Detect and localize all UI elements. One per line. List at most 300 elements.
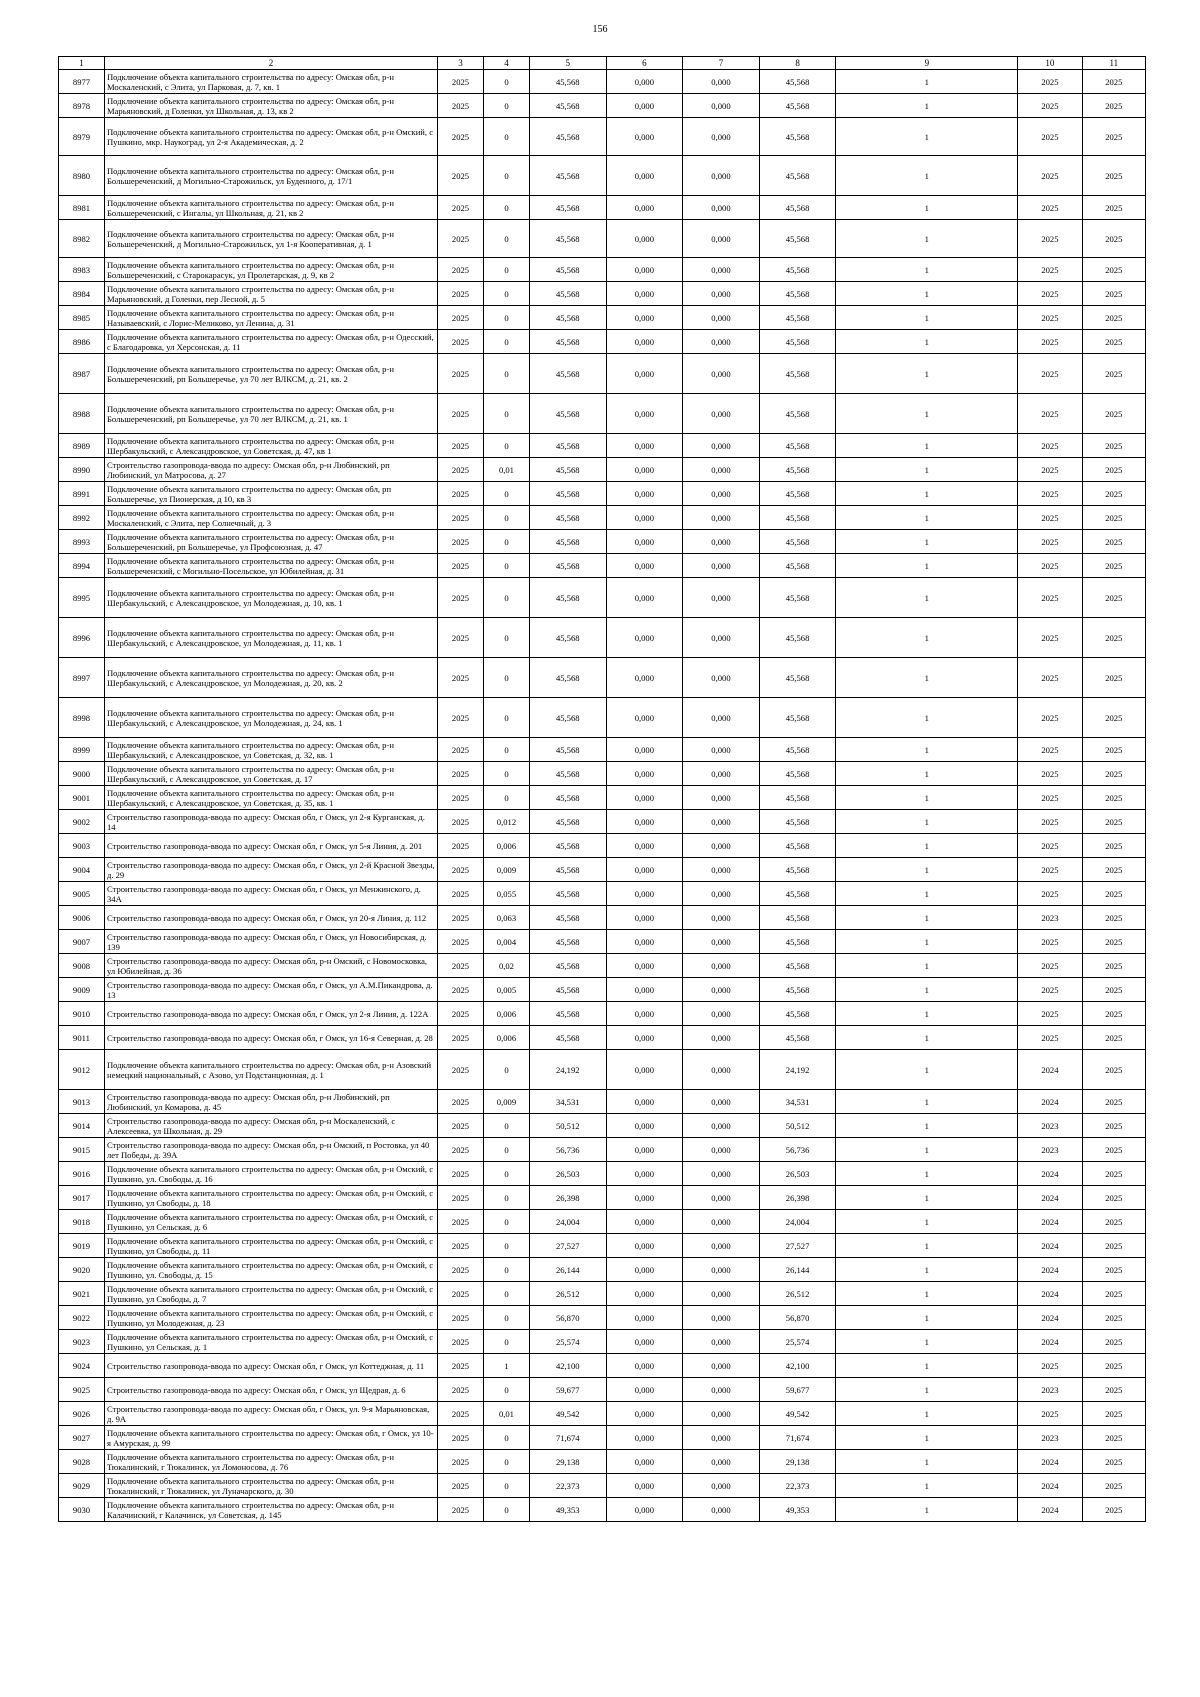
table-row	[59, 94, 1146, 118]
column-header: 1	[59, 57, 105, 70]
row-cell-c4: 0	[483, 738, 529, 762]
row-cell-c9: 1	[836, 618, 1018, 658]
row-number: 9004	[59, 858, 105, 882]
row-description: Строительство газопровода-ввода по адресу: Омская обл, г Омск, ул 2-я Линия, д. 122А	[104, 1002, 437, 1026]
row-number: 8987	[59, 354, 105, 394]
row-cell-c8: 71,674	[759, 1426, 836, 1450]
row-cell-c7: 0,000	[683, 530, 760, 554]
row-cell-c5: 45,568	[529, 196, 606, 220]
row-cell-c7: 0,000	[683, 70, 760, 94]
row-cell-c9: 1	[836, 858, 1018, 882]
row-cell-c10: 2023	[1018, 1114, 1082, 1138]
row-cell-c6: 0,000	[606, 1378, 683, 1402]
table-row	[59, 954, 1146, 978]
row-cell-c6: 0,000	[606, 698, 683, 738]
row-cell-c6: 0,000	[606, 762, 683, 786]
table-row	[59, 858, 1146, 882]
row-cell-c7: 0,000	[683, 1026, 760, 1050]
row-cell-c5: 27,527	[529, 1234, 606, 1258]
table-row	[59, 762, 1146, 786]
row-number: 8980	[59, 156, 105, 196]
row-cell-c10: 2023	[1018, 1426, 1082, 1450]
row-cell-c6: 0,000	[606, 954, 683, 978]
table-row	[59, 394, 1146, 434]
row-cell-c6: 0,000	[606, 882, 683, 906]
row-description: Строительство газопровода-ввода по адресу: Омская обл, р-н Любинский, рп Любинский, ул Комарова, д. 45	[104, 1090, 437, 1114]
table-row	[59, 978, 1146, 1002]
row-cell-c6: 0,000	[606, 156, 683, 196]
row-cell-c4: 0,009	[483, 1090, 529, 1114]
table-row	[59, 698, 1146, 738]
row-cell-c6: 0,000	[606, 258, 683, 282]
row-description: Подключение объекта капитального строительства по адресу: Омская обл, р-н Большереченский, с Могильно-Посельское, ул Юбилейная, д. 31	[104, 554, 437, 578]
table-row	[59, 786, 1146, 810]
row-cell-c7: 0,000	[683, 354, 760, 394]
row-cell-c6: 0,000	[606, 858, 683, 882]
row-cell-c7: 0,000	[683, 578, 760, 618]
row-cell-c11: 2025	[1082, 1282, 1145, 1306]
row-cell-c3: 2025	[438, 156, 484, 196]
row-cell-c5: 71,674	[529, 1426, 606, 1450]
row-cell-c11: 2025	[1082, 458, 1145, 482]
table-row	[59, 1402, 1146, 1426]
row-cell-c5: 26,398	[529, 1186, 606, 1210]
row-number: 8996	[59, 618, 105, 658]
row-number: 9005	[59, 882, 105, 906]
column-header: 2	[104, 57, 437, 70]
table-row	[59, 578, 1146, 618]
row-cell-c8: 45,568	[759, 698, 836, 738]
row-cell-c3: 2025	[438, 1090, 484, 1114]
row-number: 9008	[59, 954, 105, 978]
row-cell-c10: 2024	[1018, 1162, 1082, 1186]
row-cell-c11: 2025	[1082, 1050, 1145, 1090]
row-cell-c7: 0,000	[683, 506, 760, 530]
row-cell-c9: 1	[836, 1282, 1018, 1306]
row-cell-c11: 2025	[1082, 94, 1145, 118]
row-cell-c3: 2025	[438, 1378, 484, 1402]
row-cell-c8: 22,373	[759, 1474, 836, 1498]
row-cell-c9: 1	[836, 1258, 1018, 1282]
row-cell-c10: 2025	[1018, 282, 1082, 306]
row-cell-c10: 2025	[1018, 658, 1082, 698]
table-row	[59, 1138, 1146, 1162]
row-description: Подключение объекта капитального строительства по адресу: Омская обл, р-н Москаленский, с Элита, ул Парковая, д. 7, кв. 1	[104, 70, 437, 94]
row-cell-c5: 45,568	[529, 94, 606, 118]
row-cell-c3: 2025	[438, 118, 484, 156]
row-cell-c8: 45,568	[759, 94, 836, 118]
row-cell-c3: 2025	[438, 1050, 484, 1090]
row-cell-c7: 0,000	[683, 282, 760, 306]
row-cell-c9: 1	[836, 434, 1018, 458]
row-cell-c9: 1	[836, 658, 1018, 698]
row-cell-c3: 2025	[438, 458, 484, 482]
row-number: 8997	[59, 658, 105, 698]
row-cell-c7: 0,000	[683, 1186, 760, 1210]
row-description: Подключение объекта капитального строительства по адресу: Омская обл, р-н Омский, с Пушкино, ул Свободы, д. 7	[104, 1282, 437, 1306]
row-cell-c3: 2025	[438, 434, 484, 458]
table-row	[59, 306, 1146, 330]
row-cell-c4: 0	[483, 70, 529, 94]
row-cell-c5: 45,568	[529, 554, 606, 578]
table-row	[59, 156, 1146, 196]
row-cell-c10: 2025	[1018, 762, 1082, 786]
row-number: 9028	[59, 1450, 105, 1474]
row-cell-c6: 0,000	[606, 834, 683, 858]
row-description: Подключение объекта капитального строительства по адресу: Омская обл, р-н Омский, с Пушкино, мкр. Наукоград, ул 2-я Академическая, д. 2	[104, 118, 437, 156]
row-cell-c5: 45,568	[529, 118, 606, 156]
table-row	[59, 1002, 1146, 1026]
row-cell-c5: 45,568	[529, 834, 606, 858]
row-cell-c4: 0	[483, 786, 529, 810]
row-cell-c8: 34,531	[759, 1090, 836, 1114]
row-cell-c4: 1	[483, 1354, 529, 1378]
row-cell-c11: 2025	[1082, 118, 1145, 156]
row-cell-c9: 1	[836, 930, 1018, 954]
row-cell-c9: 1	[836, 810, 1018, 834]
row-description: Подключение объекта капитального строительства по адресу: Омская обл, р-н Шербакульский, с Александровское, ул Советская, д. 17	[104, 762, 437, 786]
row-cell-c9: 1	[836, 1378, 1018, 1402]
table-row	[59, 618, 1146, 658]
row-cell-c8: 45,568	[759, 306, 836, 330]
row-number: 8981	[59, 196, 105, 220]
row-description: Подключение объекта капитального строительства по адресу: Омская обл, р-н Большереченский, с Ингалы, ул Школьная, д. 21, кв 2	[104, 196, 437, 220]
table-row	[59, 196, 1146, 220]
row-description: Строительство газопровода-ввода по адресу: Омская обл, г Омск, ул 5-я Линия, д. 201	[104, 834, 437, 858]
row-cell-c9: 1	[836, 554, 1018, 578]
row-number: 8985	[59, 306, 105, 330]
row-cell-c4: 0,004	[483, 930, 529, 954]
row-cell-c9: 1	[836, 1354, 1018, 1378]
row-cell-c11: 2025	[1082, 220, 1145, 258]
row-description: Строительство газопровода-ввода по адресу: Омская обл, г Омск, ул. 9-я Марьяновская, д. 9А	[104, 1402, 437, 1426]
row-cell-c11: 2025	[1082, 554, 1145, 578]
row-cell-c4: 0	[483, 1378, 529, 1402]
row-cell-c7: 0,000	[683, 698, 760, 738]
row-cell-c10: 2025	[1018, 330, 1082, 354]
row-cell-c4: 0	[483, 118, 529, 156]
row-cell-c3: 2025	[438, 394, 484, 434]
row-number: 9014	[59, 1114, 105, 1138]
row-cell-c11: 2025	[1082, 306, 1145, 330]
row-description: Подключение объекта капитального строительства по адресу: Омская обл, р-н Большереченский, рп Большеречье, ул 70 лет ВЛКСМ, д. 21, кв. 2	[104, 354, 437, 394]
row-cell-c4: 0,055	[483, 882, 529, 906]
row-cell-c6: 0,000	[606, 330, 683, 354]
row-cell-c9: 1	[836, 1474, 1018, 1498]
row-cell-c8: 45,568	[759, 506, 836, 530]
table-row	[59, 1426, 1146, 1450]
row-cell-c5: 45,568	[529, 858, 606, 882]
row-cell-c9: 1	[836, 762, 1018, 786]
row-cell-c3: 2025	[438, 762, 484, 786]
row-cell-c8: 45,568	[759, 834, 836, 858]
row-cell-c6: 0,000	[606, 1210, 683, 1234]
table-row	[59, 506, 1146, 530]
row-cell-c8: 45,568	[759, 434, 836, 458]
row-number: 9017	[59, 1186, 105, 1210]
row-cell-c7: 0,000	[683, 554, 760, 578]
row-cell-c9: 1	[836, 196, 1018, 220]
row-cell-c10: 2025	[1018, 258, 1082, 282]
row-cell-c10: 2025	[1018, 118, 1082, 156]
row-cell-c4: 0	[483, 1162, 529, 1186]
row-cell-c5: 45,568	[529, 70, 606, 94]
row-cell-c11: 2025	[1082, 434, 1145, 458]
row-cell-c3: 2025	[438, 482, 484, 506]
row-number: 8991	[59, 482, 105, 506]
row-cell-c7: 0,000	[683, 434, 760, 458]
row-cell-c5: 45,568	[529, 354, 606, 394]
row-cell-c5: 45,568	[529, 698, 606, 738]
table-row	[59, 1234, 1146, 1258]
row-cell-c8: 26,398	[759, 1186, 836, 1210]
row-cell-c8: 45,568	[759, 762, 836, 786]
row-cell-c5: 49,542	[529, 1402, 606, 1426]
row-cell-c3: 2025	[438, 618, 484, 658]
row-cell-c10: 2025	[1018, 698, 1082, 738]
row-cell-c6: 0,000	[606, 506, 683, 530]
row-description: Подключение объекта капитального строительства по адресу: Омская обл, р-н Азовский немецкий национальный, с Азово, ул Подстанционная, д. 1	[104, 1050, 437, 1090]
row-cell-c8: 45,568	[759, 906, 836, 930]
row-number: 9029	[59, 1474, 105, 1498]
row-cell-c8: 49,353	[759, 1498, 836, 1522]
row-cell-c5: 26,503	[529, 1162, 606, 1186]
row-cell-c3: 2025	[438, 978, 484, 1002]
row-cell-c4: 0,012	[483, 810, 529, 834]
column-header: 4	[483, 57, 529, 70]
table-row	[59, 118, 1146, 156]
row-cell-c10: 2024	[1018, 1210, 1082, 1234]
row-cell-c7: 0,000	[683, 196, 760, 220]
row-cell-c4: 0	[483, 156, 529, 196]
row-cell-c9: 1	[836, 954, 1018, 978]
row-cell-c9: 1	[836, 530, 1018, 554]
row-cell-c11: 2025	[1082, 1378, 1145, 1402]
row-cell-c11: 2025	[1082, 1186, 1145, 1210]
row-cell-c10: 2024	[1018, 1282, 1082, 1306]
row-cell-c6: 0,000	[606, 306, 683, 330]
row-cell-c5: 45,568	[529, 1026, 606, 1050]
row-cell-c11: 2025	[1082, 1498, 1145, 1522]
row-cell-c11: 2025	[1082, 618, 1145, 658]
row-cell-c5: 45,568	[529, 458, 606, 482]
row-cell-c6: 0,000	[606, 1306, 683, 1330]
row-cell-c3: 2025	[438, 70, 484, 94]
row-cell-c10: 2025	[1018, 306, 1082, 330]
row-cell-c5: 45,568	[529, 258, 606, 282]
row-cell-c11: 2025	[1082, 834, 1145, 858]
row-number: 9016	[59, 1162, 105, 1186]
row-cell-c11: 2025	[1082, 906, 1145, 930]
row-cell-c8: 59,677	[759, 1378, 836, 1402]
row-cell-c6: 0,000	[606, 196, 683, 220]
row-cell-c9: 1	[836, 506, 1018, 530]
row-cell-c6: 0,000	[606, 1354, 683, 1378]
row-description: Подключение объекта капитального строительства по адресу: Омская обл, р-н Большереченский, рп Большеречье, ул 70 лет ВЛКСМ, д. 21, кв. 1	[104, 394, 437, 434]
row-cell-c10: 2025	[1018, 220, 1082, 258]
registry-table	[58, 56, 1146, 1522]
row-description: Подключение объекта капитального строительства по адресу: Омская обл, р-н Большереченский, рп Большеречье, ул Профсоюзная, д. 47	[104, 530, 437, 554]
table-row	[59, 330, 1146, 354]
table-row	[59, 834, 1146, 858]
row-number: 9019	[59, 1234, 105, 1258]
row-description: Подключение объекта капитального строительства по адресу: Омская обл, р-н Омский, с Пушкино, ул Сельская, д. 1	[104, 1330, 437, 1354]
row-cell-c10: 2025	[1018, 394, 1082, 434]
row-description: Подключение объекта капитального строительства по адресу: Омская обл, р-н Тюкалинский, г Тюкалинск, ул Луначарского, д. 30	[104, 1474, 437, 1498]
row-cell-c7: 0,000	[683, 330, 760, 354]
row-cell-c3: 2025	[438, 196, 484, 220]
row-cell-c4: 0	[483, 354, 529, 394]
row-cell-c6: 0,000	[606, 786, 683, 810]
row-cell-c6: 0,000	[606, 578, 683, 618]
row-cell-c9: 1	[836, 738, 1018, 762]
row-cell-c6: 0,000	[606, 1258, 683, 1282]
table-row	[59, 458, 1146, 482]
row-cell-c6: 0,000	[606, 94, 683, 118]
row-description: Строительство газопровода-ввода по адресу: Омская обл, г Омск, ул Щедрая, д. 6	[104, 1378, 437, 1402]
row-cell-c6: 0,000	[606, 354, 683, 394]
row-cell-c8: 45,568	[759, 858, 836, 882]
row-cell-c5: 45,568	[529, 578, 606, 618]
row-cell-c3: 2025	[438, 1234, 484, 1258]
row-cell-c5: 45,568	[529, 658, 606, 698]
row-cell-c5: 45,568	[529, 930, 606, 954]
row-cell-c5: 45,568	[529, 738, 606, 762]
row-cell-c4: 0	[483, 196, 529, 220]
row-cell-c7: 0,000	[683, 394, 760, 434]
row-cell-c7: 0,000	[683, 762, 760, 786]
row-cell-c8: 45,568	[759, 156, 836, 196]
row-cell-c9: 1	[836, 882, 1018, 906]
row-cell-c8: 45,568	[759, 70, 836, 94]
row-cell-c6: 0,000	[606, 658, 683, 698]
row-cell-c5: 34,531	[529, 1090, 606, 1114]
row-cell-c10: 2025	[1018, 156, 1082, 196]
row-cell-c7: 0,000	[683, 954, 760, 978]
row-cell-c8: 45,568	[759, 738, 836, 762]
row-number: 9024	[59, 1354, 105, 1378]
row-cell-c6: 0,000	[606, 1050, 683, 1090]
row-cell-c10: 2025	[1018, 738, 1082, 762]
row-cell-c7: 0,000	[683, 258, 760, 282]
row-cell-c4: 0	[483, 658, 529, 698]
row-cell-c6: 0,000	[606, 930, 683, 954]
table-row	[59, 882, 1146, 906]
row-number: 9002	[59, 810, 105, 834]
row-cell-c4: 0	[483, 482, 529, 506]
row-cell-c3: 2025	[438, 1402, 484, 1426]
row-cell-c3: 2025	[438, 1306, 484, 1330]
row-cell-c10: 2023	[1018, 906, 1082, 930]
row-cell-c3: 2025	[438, 554, 484, 578]
row-cell-c11: 2025	[1082, 1474, 1145, 1498]
row-cell-c4: 0,01	[483, 458, 529, 482]
table-row	[59, 738, 1146, 762]
row-description: Подключение объекта капитального строительства по адресу: Омская обл, р-н Омский, с Пушкино, ул Молодежная, д. 23	[104, 1306, 437, 1330]
row-description: Строительство газопровода-ввода по адресу: Омская обл, г Омск, ул Коттеджная, д. 11	[104, 1354, 437, 1378]
table-row	[59, 810, 1146, 834]
row-cell-c7: 0,000	[683, 458, 760, 482]
row-cell-c4: 0,006	[483, 834, 529, 858]
row-cell-c11: 2025	[1082, 858, 1145, 882]
row-cell-c7: 0,000	[683, 1378, 760, 1402]
row-cell-c4: 0	[483, 330, 529, 354]
row-cell-c8: 45,568	[759, 786, 836, 810]
row-cell-c11: 2025	[1082, 70, 1145, 94]
row-cell-c9: 1	[836, 786, 1018, 810]
row-cell-c7: 0,000	[683, 658, 760, 698]
row-cell-c5: 29,138	[529, 1450, 606, 1474]
table-row	[59, 1050, 1146, 1090]
row-cell-c10: 2025	[1018, 70, 1082, 94]
row-cell-c7: 0,000	[683, 156, 760, 196]
row-number: 8998	[59, 698, 105, 738]
row-cell-c8: 27,527	[759, 1234, 836, 1258]
table-row	[59, 282, 1146, 306]
row-cell-c7: 0,000	[683, 1138, 760, 1162]
row-description: Подключение объекта капитального строительства по адресу: Омская обл, р-н Калачинский, г Калачинск, ул Советская, д. 145	[104, 1498, 437, 1522]
row-cell-c7: 0,000	[683, 306, 760, 330]
row-cell-c10: 2025	[1018, 1402, 1082, 1426]
row-cell-c5: 49,353	[529, 1498, 606, 1522]
row-description: Строительство газопровода-ввода по адресу: Омская обл, г Омск, ул А.М.Пикандрова, д. 13	[104, 978, 437, 1002]
table-row	[59, 1026, 1146, 1050]
row-cell-c6: 0,000	[606, 1002, 683, 1026]
row-cell-c11: 2025	[1082, 196, 1145, 220]
row-cell-c5: 45,568	[529, 530, 606, 554]
row-cell-c9: 1	[836, 978, 1018, 1002]
row-cell-c4: 0	[483, 618, 529, 658]
table-row	[59, 1210, 1146, 1234]
row-cell-c3: 2025	[438, 930, 484, 954]
row-cell-c7: 0,000	[683, 1002, 760, 1026]
row-description: Строительство газопровода-ввода по адресу: Омская обл, р-н Москаленский, с Алексеевка, ул Школьная, д. 29	[104, 1114, 437, 1138]
row-cell-c3: 2025	[438, 786, 484, 810]
row-cell-c10: 2025	[1018, 954, 1082, 978]
row-cell-c8: 45,568	[759, 530, 836, 554]
row-cell-c4: 0	[483, 1474, 529, 1498]
row-cell-c9: 1	[836, 354, 1018, 394]
row-cell-c4: 0	[483, 1426, 529, 1450]
page-number: 156	[592, 24, 608, 35]
row-cell-c11: 2025	[1082, 1258, 1145, 1282]
row-cell-c8: 26,144	[759, 1258, 836, 1282]
row-cell-c10: 2025	[1018, 786, 1082, 810]
row-number: 9023	[59, 1330, 105, 1354]
row-number: 9027	[59, 1426, 105, 1450]
table-row	[59, 906, 1146, 930]
table-row	[59, 1162, 1146, 1186]
row-cell-c3: 2025	[438, 530, 484, 554]
row-cell-c11: 2025	[1082, 282, 1145, 306]
row-description: Подключение объекта капитального строительства по адресу: Омская обл, р-н Шербакульский, с Александровское, ул Молодежная, д. 11, кв. 1	[104, 618, 437, 658]
row-cell-c5: 56,870	[529, 1306, 606, 1330]
row-number: 8995	[59, 578, 105, 618]
table-row	[59, 434, 1146, 458]
row-cell-c3: 2025	[438, 1426, 484, 1450]
row-cell-c10: 2025	[1018, 1002, 1082, 1026]
column-header: 3	[438, 57, 484, 70]
row-cell-c5: 45,568	[529, 906, 606, 930]
row-cell-c4: 0	[483, 1258, 529, 1282]
table-row	[59, 930, 1146, 954]
table-row	[59, 1090, 1146, 1114]
row-cell-c7: 0,000	[683, 834, 760, 858]
row-cell-c11: 2025	[1082, 578, 1145, 618]
row-cell-c8: 50,512	[759, 1114, 836, 1138]
row-cell-c4: 0	[483, 698, 529, 738]
row-cell-c5: 45,568	[529, 954, 606, 978]
